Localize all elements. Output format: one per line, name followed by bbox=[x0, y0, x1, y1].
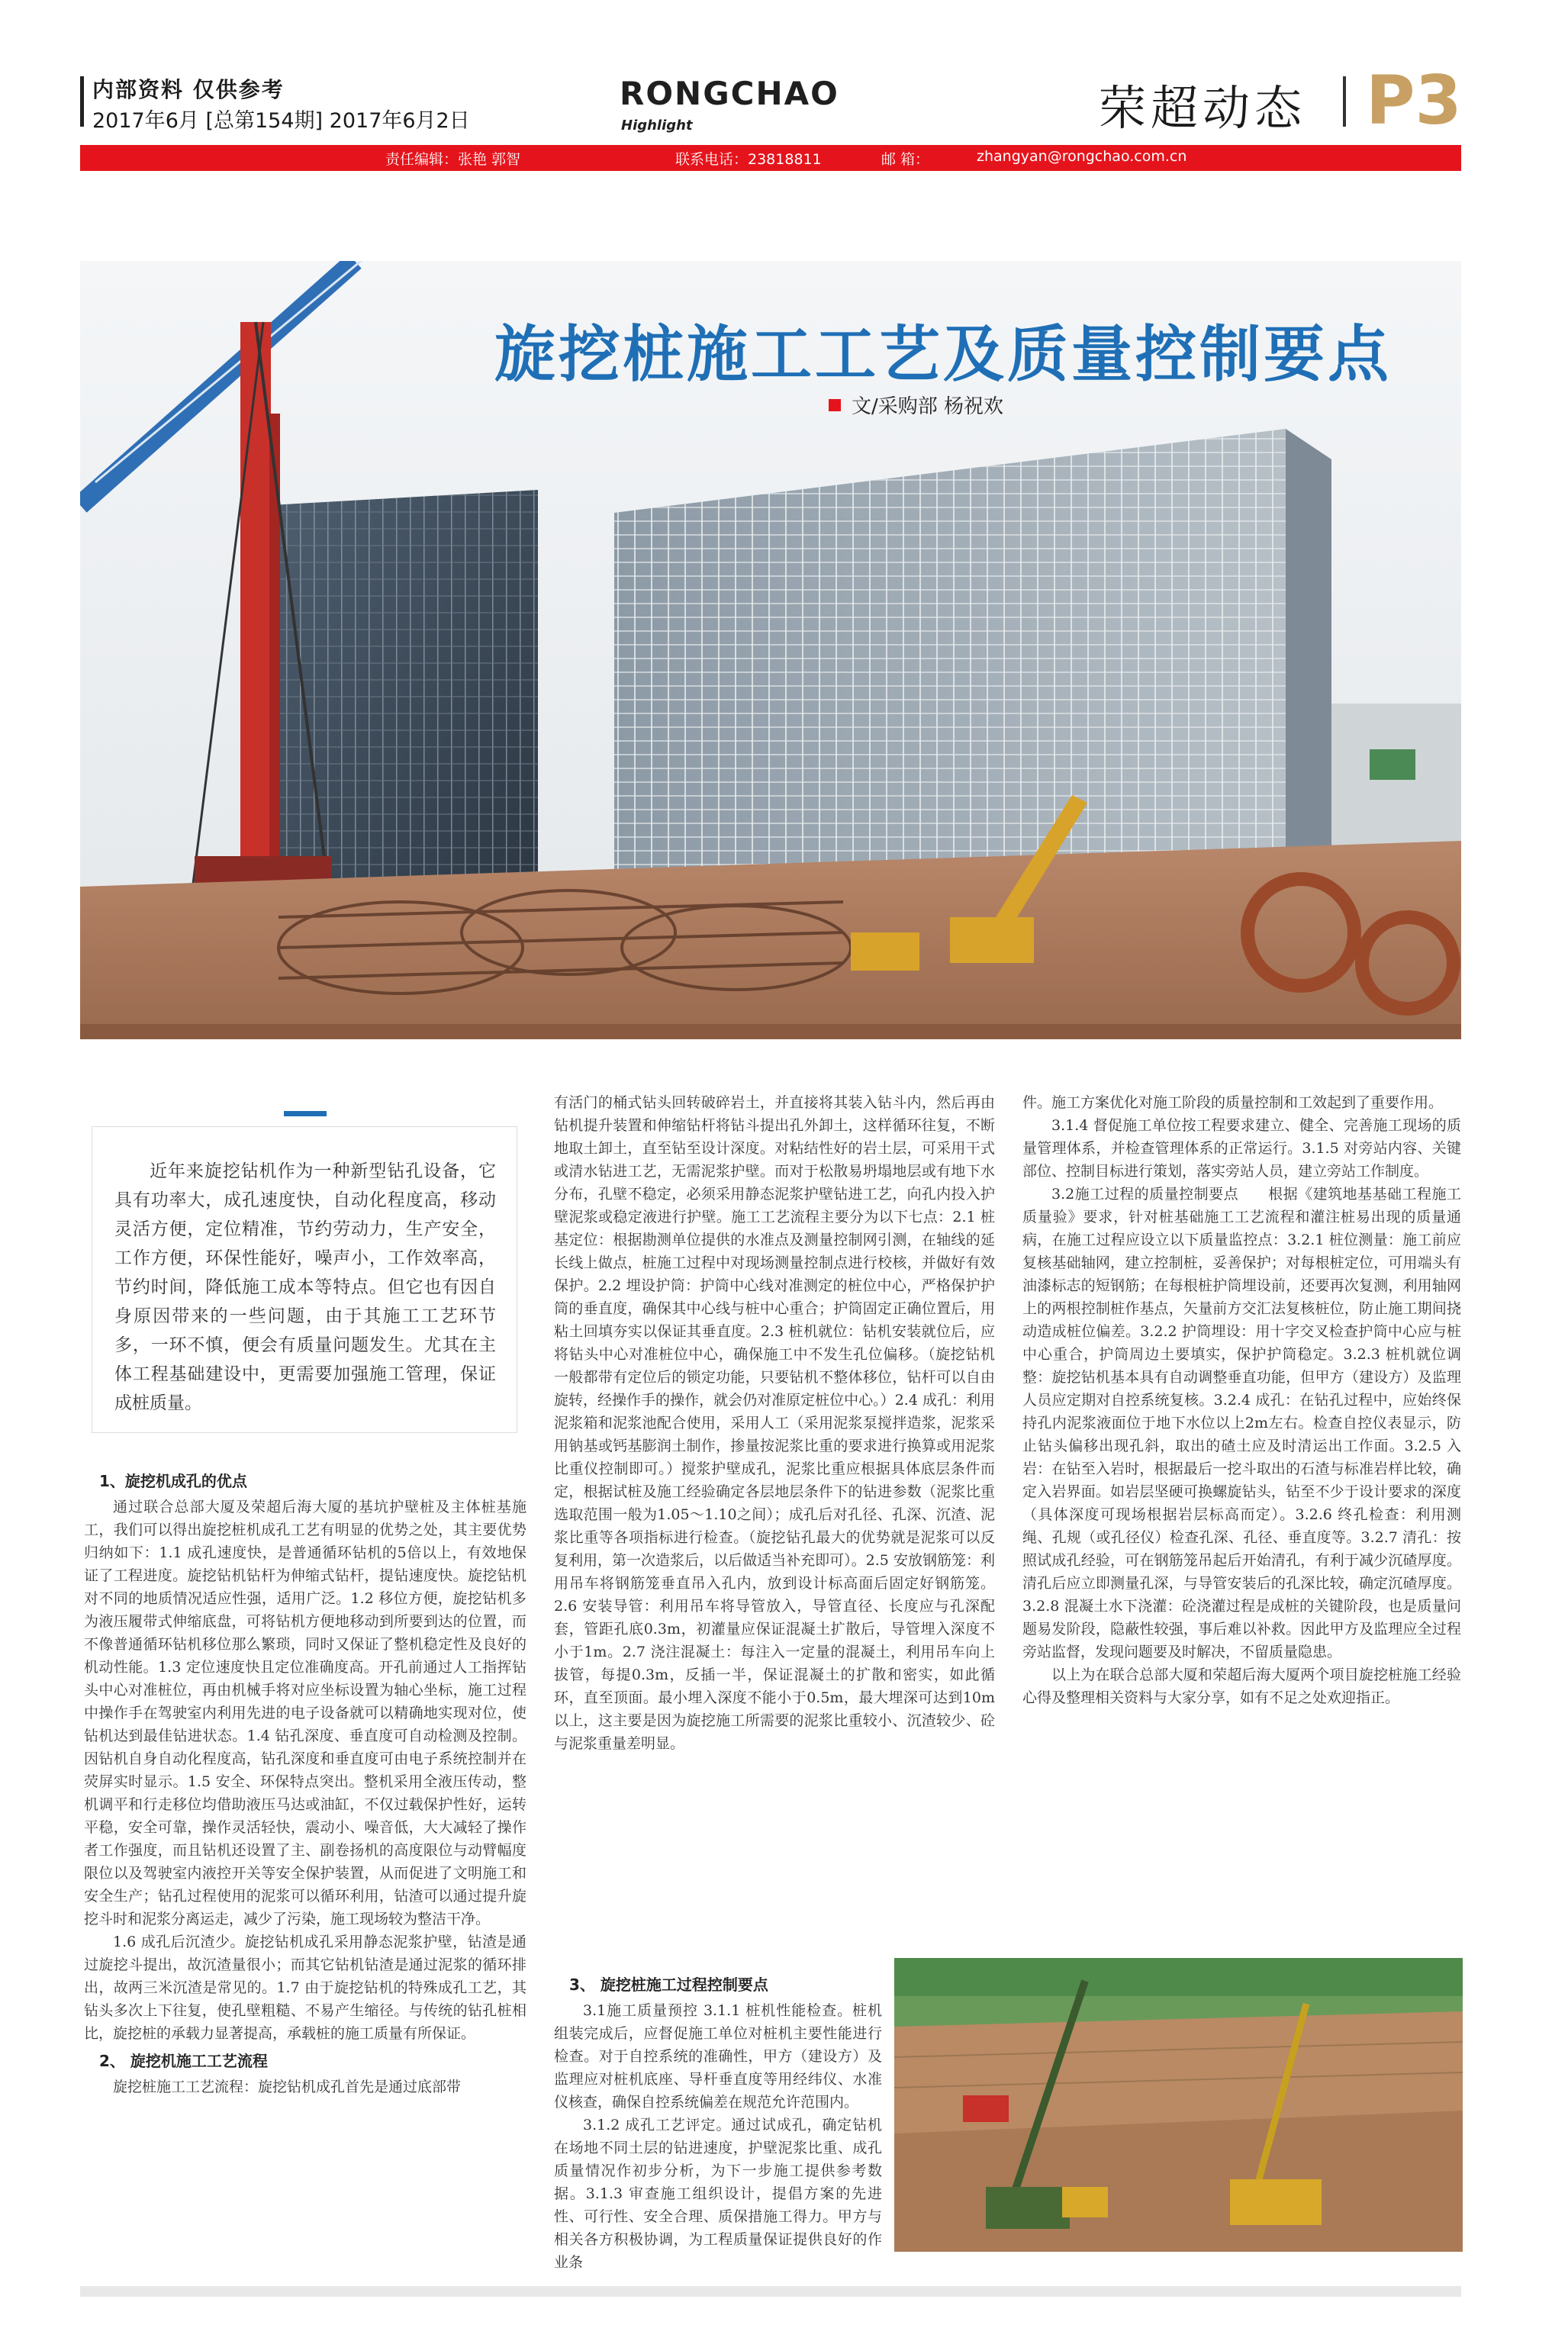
section2-heading: 2、 旋挖机施工工艺流程 bbox=[99, 2052, 268, 2070]
intro-box bbox=[92, 1111, 519, 1439]
section1-heading: 1、旋挖机成孔的优点 bbox=[99, 1472, 247, 1490]
title-divider bbox=[1343, 76, 1346, 127]
byline bbox=[829, 391, 1003, 419]
col3-body1: 件。施工方案优化对施工阶段的质量控制和工效起到了重要作用。 bbox=[1022, 1094, 1444, 1111]
page-number: P3 bbox=[1366, 61, 1462, 140]
article-title: 旋挖桩施工工艺及质量控制要点 bbox=[494, 318, 1392, 390]
section3-1-2: 3.1.2 成孔工艺评定。通过试成孔，确定钻机在场地不同土层的钻进速度，护壁泥浆比重、成孔质量情况作初步分析，为下一步施工提供参考数据。3.1.3 审查施工组织设计，提倡方案的先进性、可行性、安全合理、质保措施工得力。甲方与相关各方积极协调，为工程质量保证提供良好的作业条 bbox=[554, 2117, 882, 2271]
byline-text: 文/采购部 杨祝欢 bbox=[852, 395, 1004, 418]
excavation-pit-image bbox=[894, 1958, 1463, 2252]
col3-body3: 3.2施工过程的质量控制要点 根据《建筑地基基础工程施工质量验》要求，针对桩基础施工工艺流程和灌注桩易出现的质量通病，在施工过程应设立以下质量监控点：3.2.1 桩位测量：施工前应复核基础轴网，建立控制桩，妥善保护；对每根桩定位，可用端头有油漆标志的短钢筋；在每根桩护筒埋设前，还要再次复测，利用轴网上的两根控制桩作基点，矢量前方交汇法复核桩位，防止施工期间挠动造成桩位偏差。3.2.2 护筒埋设：用十字交叉检查护筒中心应与桩中心重合，护筒周边土要填实，保护护筒稳定。3.2.3 桩机就位调整：旋挖钻机基本具有自动调整垂直功能，但甲方（建设方）及监理人员应定期对自控系统复核。3.2.4 成孔：在钻孔过程中，应始终保持孔内泥浆液面位于地下水位以上2m左右。检查自控仪表显示，防止钻头偏移出现孔斜，取出的碴土应及时清运出工作面。3.2.5 入岩：在钻至入岩时，根据最后一挖斗取出的石渣与标准岩样比较，确定入岩界面。如岩层坚硬可换螺旋钻头，钻至不少于设计要求的深度（具体深度可现场根据岩层标高而定）。3.2.6 终孔检查：利用测绳、孔规（或孔径仪）检查孔深、孔径、垂直度等。3.2.7 清孔：按照试成孔经验，可在钢筋笼吊起后开始清孔，有利于减少沉碴厚度。清孔后应立即测量孔深，与导管安装后的孔深比较，确定沉碴厚度。3.2.8 混凝土水下浇灌：砼浇灌过程是成桩的关键阶段，也是质量问题易发阶段，隐蔽性较强，事后难以补救。因此甲方及监理应全过程旁站监督，发现问题要及时解决，不留质量隐患。 bbox=[1022, 1186, 1461, 1660]
section2-intro: 旋挖桩施工工艺流程：旋挖钻机成孔首先是通过底部带 bbox=[113, 2079, 462, 2095]
email-value: zhangyan@rongchao.com.cn bbox=[977, 148, 1187, 165]
section-title: 荣超动态 bbox=[1099, 80, 1307, 136]
editor-info-bar bbox=[80, 145, 1461, 171]
issue-info: 2017年6月 [总第154期] 2017年6月2日 bbox=[92, 109, 470, 133]
red-square-icon bbox=[829, 399, 841, 411]
column-3 bbox=[1022, 1091, 1461, 1709]
masthead-bar bbox=[80, 76, 84, 127]
column-2 bbox=[554, 1091, 995, 1755]
rongchao-logo bbox=[620, 75, 910, 136]
col3-body2: 3.1.4 督促施工单位按工程要求建立、健全、完善施工现场的质量管理体系，并检查管理体系的正常运行。3.1.5 对旁站内容、关键部位、控制目标进行策划，落实旁站人员，建立旁站工作制度。 bbox=[1022, 1117, 1461, 1180]
footer-rule bbox=[80, 2286, 1461, 2297]
section1-body: 通过联合总部大厦及荣超后海大厦的基坑护壁桩及主体桩基施工，我们可以得出旋挖桩机成孔工艺有明显的优势之处，其主要优势归纳如下：1.1 成孔速度快，是普通循环钻机的5倍以上，有效地保证了工程进度。旋挖钻机钻杆为伸缩式钻杆，提钻速度快。旋挖钻机对不同的地质情况适应性强，适用广泛。1.2 移位方便，旋挖钻机多为液压履带式伸缩底盘，可将钻机方便地移动到所要到达的位置，而不像普通循环钻机移位那么繁琐，同时又保证了整机稳定性及良好的机动性能。1.3 定位速度快且定位准确度高。开孔前通过人工指挥钻头中心对准桩位，再由机械手将对应坐标设置为轴心坐标，施工过程中操作手在驾驶室内利用先进的电子设备就可以精确地实现对位，使钻机达到最佳钻进状态。1.4 钻孔深度、垂直度可自动检测及控制。因钻机自身自动化程度高，钻孔深度和垂直度可由电子系统控制并在荧屏实时显示。1.5 安全、环保特点突出。整机采用全液压传动，整机调平和行走移位均借助液压马达或油缸，不仅过载保护性好，运转平稳，安全可靠，操作灵活轻快，震动小、噪音低，大大减轻了操作者工作强度，而且钻机还设置了主、副卷扬机的高度限位与动臂幅度限位以及驾驶室内液控开关等安全保护装置，从而促进了文明施工和安全生产；钻孔过程使用的泥浆可以循环利用，钻渣可以通过提升旋挖斗时和泥浆分离运走，减少了污染，施工现场较为整洁干净。 bbox=[84, 1499, 526, 1927]
column-1 bbox=[84, 1465, 526, 2098]
section3-1: 3.1施工质量预控 3.1.1 桩机性能检查。桩机组装完成后，应督促施工单位对桩机主要性能进行检查。对于自控系统的准确性，甲方（建设方）及监理应对桩机底座、导杆垂直度等用经纬仪、水准仪核查，确保自控系统偏差在规范允许范围内。 bbox=[554, 2002, 882, 2111]
col2-body: 有活门的桶式钻头回转破碎岩土，并直接将其装入钻斗内，然后再由钻机提升装置和伸缩钻杆将钻斗提出孔外卸土，这样循环往复，不断地取土卸土，直至钻至设计深度。对粘结性好的岩土层，可采用干式或清水钻进工艺，无需泥浆护壁。而对于松散易坍塌地层或有地下水分布，孔壁不稳定，必须采用静态泥浆护壁钻进工艺，向孔内投入护壁泥浆或稳定液进行护壁。施工工艺流程主要分为以下七点：2.1 桩基定位：根据勘测单位提供的水准点及测量控制网引测，在轴线的延长线上做点，桩施工过程中对现场测量控制点进行校核，并做好有效保护。2.2 埋设护筒：护筒中心线对准测定的桩位中心，严格保护护筒的垂直度，确保其中心线与桩中心重合；护筒固定正确位置后，用粘土回填夯实以保证其垂直度。2.3 桩机就位：钻机安装就位后，应将钻头中心对准桩位中心，确保施工中不发生孔位偏移。（旋挖钻机一般都带有定位后的锁定功能，只要钻机不整体移位，钻杆可以自由旋转，经操作手的操作，就会仍对准原定桩位中心。）2.4 成孔：利用泥浆箱和泥浆池配合使用，采用人工（采用泥浆泵搅拌造浆，泥浆采用钠基或钙基膨润土制作，掺量按泥浆比重的要求进行换算或用泥浆比重仪控制即可。）搅浆护壁成孔，泥浆比重应根据具体底层条件而定，根据试桩及施工经验确定各层地层条件下的钻进参数（泥浆比重选取范围一般为1.05～1.10之间）；成孔后对孔径、孔深、沉渣、泥浆比重等各项指标进行检查。（旋挖钻孔最大的优势就是泥浆可以反复利用，第一次造浆后，以后做适当补充即可）。2.5 安放钢筋笼：利用吊车将钢筋笼垂直吊入孔内，放到设计标高面后固定好钢筋笼。2.6 安装导管：利用吊车将导管放入，导管直径、长度应与孔深配套，管距孔底0.3m，初灌量应保证混凝土扩散后，导管埋入深度不小于1m。2.7 浇注混凝土：每注入一定量的混凝土，利用吊车向上拔管，每提0.3m，反插一半，保证混凝土的扩散和密实，如此循环，直至顶面。最小埋入深度不能小于0.5m，最大埋深可达到10m以上，这主要是因为旋挖施工所需要的泥浆比重较小、沉渣较少、砼与泥浆重量差明显。 bbox=[554, 1094, 995, 1752]
phone-label: 联系电话：23818811 bbox=[675, 151, 822, 168]
logo-sub: Highlight bbox=[621, 118, 693, 134]
email-label: 邮 箱： bbox=[881, 151, 930, 168]
section1-6: 1.6 成孔后沉渣少。旋挖钻机成孔采用静态泥浆护壁，钻渣是通过旋挖斗提出，故沉渣量很小；而其它钻机钻渣是通过泥浆的循环排出，故两三米沉渣是常见的。1.7 由于旋挖钻机的特殊成孔工艺，其钻头多次上下往复，使孔壁粗糙、不易产生缩径。与传统的钻孔桩相比，旋挖桩的承载力显著提高，承载桩的施工质量有所保证。 bbox=[84, 1934, 526, 2042]
intro-accent bbox=[284, 1111, 327, 1116]
column-2-lower bbox=[554, 1969, 882, 2274]
intro-text: 近年来旋挖钻机作为一种新型钻孔设备，它具有功率大，成孔速度快，自动化程度高，移动灵活方便，定位精准，节约劳动力，生产安全，工作方便，环保性能好，噪声小，工作效率高，节约时间，降低施工成本等特点。但它也有因自身原因带来的一些问题，由于其施工工艺环节多，一环不慎，便会有质量问题发生。尤其在主体工程基础建设中，更需要加强施工管理，保证成桩质量。 bbox=[114, 1161, 496, 1413]
section3-heading: 3、 旋挖桩施工过程控制要点 bbox=[569, 1976, 768, 1994]
internal-notice: 内部资料 仅供参考 bbox=[92, 77, 285, 102]
col3-body4: 以上为在联合总部大厦和荣超后海大厦两个项目旋挖桩施工经验心得及整理相关资料与大家分享，如有不足之处欢迎指正。 bbox=[1022, 1666, 1461, 1706]
editor-label: 责任编辑：张艳 郭智 bbox=[385, 151, 521, 168]
logo-name: RONGCHAO bbox=[620, 75, 839, 112]
pit-photo bbox=[894, 1958, 1463, 2252]
